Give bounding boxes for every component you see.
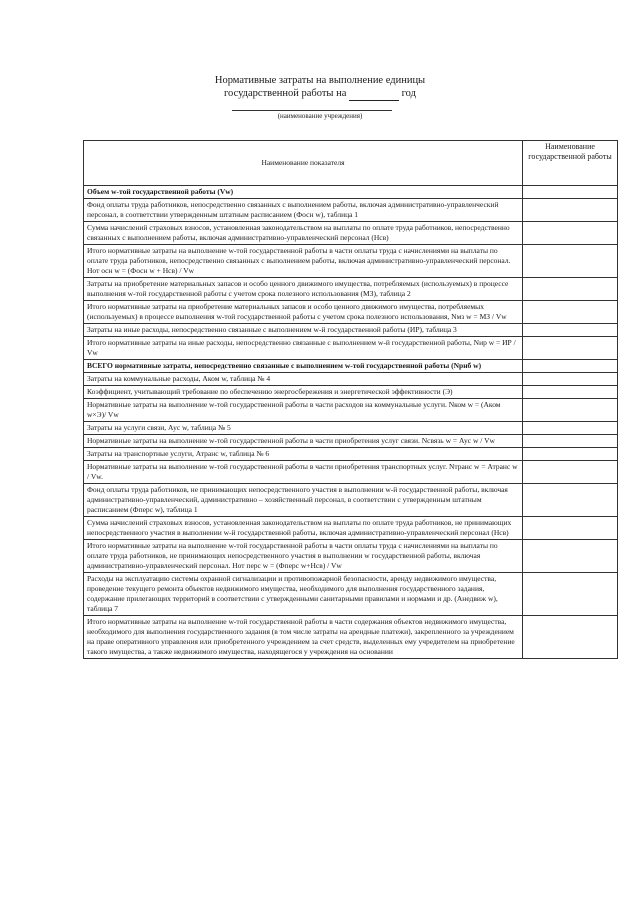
value-cell: [523, 435, 618, 448]
indicator-cell: Затраты на услуги связи, Аус w, таблица № 5: [84, 422, 523, 435]
value-cell: [523, 186, 618, 199]
table-row: [84, 517, 618, 540]
organization-name-line: [232, 110, 392, 111]
indicator-cell: Итого нормативные затраты на иные расходы, непосредственно связанные с выполнением w-й государственной работы, Nир w = ИР / Vw: [84, 337, 523, 360]
indicator-cell: Затраты на приобретение материальных запасов и особо ценного движимого имущества, потребляемых (используемых) в процессе выполнения w-той государственной работы с учетом срока полезного использования (МЗ), таблица 2: [84, 278, 523, 301]
value-cell: [523, 484, 618, 517]
table-row: [84, 186, 618, 199]
table-row: [84, 222, 618, 245]
indicator-cell: Сумма начислений страховых взносов, установленная законодательством на выплаты по оплате труда работников, непосредственно связанных с выполнением работы, включая административно-управленческий персонал (Нсв): [84, 222, 523, 245]
title-line-2-prefix: государственной работы на: [224, 88, 347, 99]
value-cell: [523, 517, 618, 540]
value-cell: [523, 461, 618, 484]
work-name-header: Наименование государственной работы: [523, 141, 618, 186]
document-title: [0, 74, 640, 101]
table-row: [84, 360, 618, 373]
indicator-cell: Затраты на транспортные услуги, Атранс w, таблица № 6: [84, 448, 523, 461]
table-row: [84, 422, 618, 435]
value-cell: [523, 278, 618, 301]
table-row: [84, 448, 618, 461]
table-row: [84, 540, 618, 573]
value-cell: [523, 540, 618, 573]
table-row: [84, 616, 618, 659]
value-cell: [523, 386, 618, 399]
value-cell: [523, 422, 618, 435]
value-cell: [523, 616, 618, 659]
indicator-cell: Затраты на коммунальные расходы, Аком w, таблица № 4: [84, 373, 523, 386]
indicator-cell: ВСЕГО нормативные затраты, непосредственно связанные с выполнением w-той государственной работы (Nрнб w): [84, 360, 523, 373]
indicator-cell: Фонд оплаты труда работников, не принимающих непосредственного участия в выполнении w-й государственной работы, включая административно-управленческий, административно – хозяйственный персонал, в соответствии с утвержденным штатным расписанием (Фперс w), таблица 1: [84, 484, 523, 517]
indicator-cell: Затраты на иные расходы, непосредственно связанные с выполнением w-й государственной работы (ИР), таблица 3: [84, 324, 523, 337]
table-row: [84, 245, 618, 278]
indicator-cell: Итого нормативные затраты на приобретение материальных запасов и особо ценного движимого имущества, потребляемых (используемых) в процессе выполнения w-той государственной работы с учетом срока полезного использования, Nмз w = МЗ / Vw: [84, 301, 523, 324]
indicator-name-header: Наименование показателя: [84, 141, 523, 186]
indicator-cell: Объем w-той государственной работы (Vw): [84, 186, 523, 199]
indicator-cell: Итого нормативные затраты на выполнение w-той государственной работы в части оплаты труда с начислениями на выплаты по оплате труда работников, не принимающих непосредственного участия в выполнении w государственной работы, включая административно-управленческий персонал. Нот перс w = (Фперс w+Нсв) / Vw: [84, 540, 523, 573]
indicator-cell: Сумма начислений страховых взносов, установленная законодательством на выплаты по оплате труда работников, не принимающих непосредственного участия в выполнении w-й государственной работы, включая административно-управленческий персонал (Нсв): [84, 517, 523, 540]
title-line-1: Нормативные затраты на выполнение единицы: [214, 75, 426, 86]
table-header-row: [84, 141, 618, 186]
indicator-cell: Коэффициент, учитывающий требование по обеспечению энергосбережения и энергетической эффективности (Э): [84, 386, 523, 399]
table-row: [84, 435, 618, 448]
indicator-cell: Нормативные затраты на выполнение w-той государственной работы в части расходов на коммунальные услуги. Nком w = (Аком w×Э)/ Vw: [84, 399, 523, 422]
title-line-2: [0, 87, 640, 101]
norm-costs-table: [83, 140, 618, 659]
value-cell: [523, 448, 618, 461]
table-row: [84, 337, 618, 360]
indicator-cell: Фонд оплаты труда работников, непосредственно связанных с выполнением работы, включая административно-управленческий персонал, в соответствии утвержденным штатным расписанием (Фосн w), таблица 1: [84, 199, 523, 222]
value-cell: [523, 199, 618, 222]
indicator-cell: Нормативные затраты на выполнение w-той государственной работы в части приобретения транспортных услуг. Nтранс w = Атранс w / Vw.: [84, 461, 523, 484]
table-row: [84, 324, 618, 337]
table-row: [84, 386, 618, 399]
value-cell: [523, 324, 618, 337]
table-row: [84, 278, 618, 301]
value-cell: [523, 245, 618, 278]
table-row: [84, 399, 618, 422]
title-line-2-suffix: год: [401, 88, 416, 99]
value-cell: [523, 222, 618, 245]
year-blank: [349, 87, 399, 101]
indicator-cell: Итого нормативные затраты на выполнение w-той государственной работы в части содержания объектов недвижимого имущества, необходимого для выполнения государственного задания (в том числе затраты на арендные платежи), закрепленного за учреждением на праве оперативного управления или приобретенного учреждением за счет средств, выделенных ему учредителем на приобретение такого имущества, а также недвижимого имущества, находящегося у учреждения на основании: [84, 616, 523, 659]
value-cell: [523, 573, 618, 616]
value-cell: [523, 301, 618, 324]
organization-caption: (наименование учреждения): [277, 112, 363, 120]
indicator-cell: Расходы на эксплуатацию системы охранной сигнализации и противопожарной безопасности, аренду недвижимого имущества, проведение текущего ремонта объектов недвижимого имущества, необходимого для выполнения государственного задания, содержание прилегающих территорий в соответствии с утвержденными санитарными правилами и нормами и др. (Анедвиж w), таблица 7: [84, 573, 523, 616]
indicator-cell: Нормативные затраты на выполнение w-той государственной работы в части приобретения услуг связи. Nсвязь w = Аус w / Vw: [84, 435, 523, 448]
value-cell: [523, 373, 618, 386]
indicator-cell: Итого нормативные затраты на выполнение w-той государственной работы в части оплаты труда с начислениями на выплаты по оплате труда работников, непосредственно связанных с выполнением работы, включая административно-управленческий персонал. Нот осн w = (Фосн w + Нсв) / Vw: [84, 245, 523, 278]
table-row: [84, 461, 618, 484]
table-row: [84, 199, 618, 222]
value-cell: [523, 399, 618, 422]
value-cell: [523, 337, 618, 360]
table-row: [84, 484, 618, 517]
table-row: [84, 301, 618, 324]
table-row: [84, 373, 618, 386]
table-row: [84, 573, 618, 616]
value-cell: [523, 360, 618, 373]
